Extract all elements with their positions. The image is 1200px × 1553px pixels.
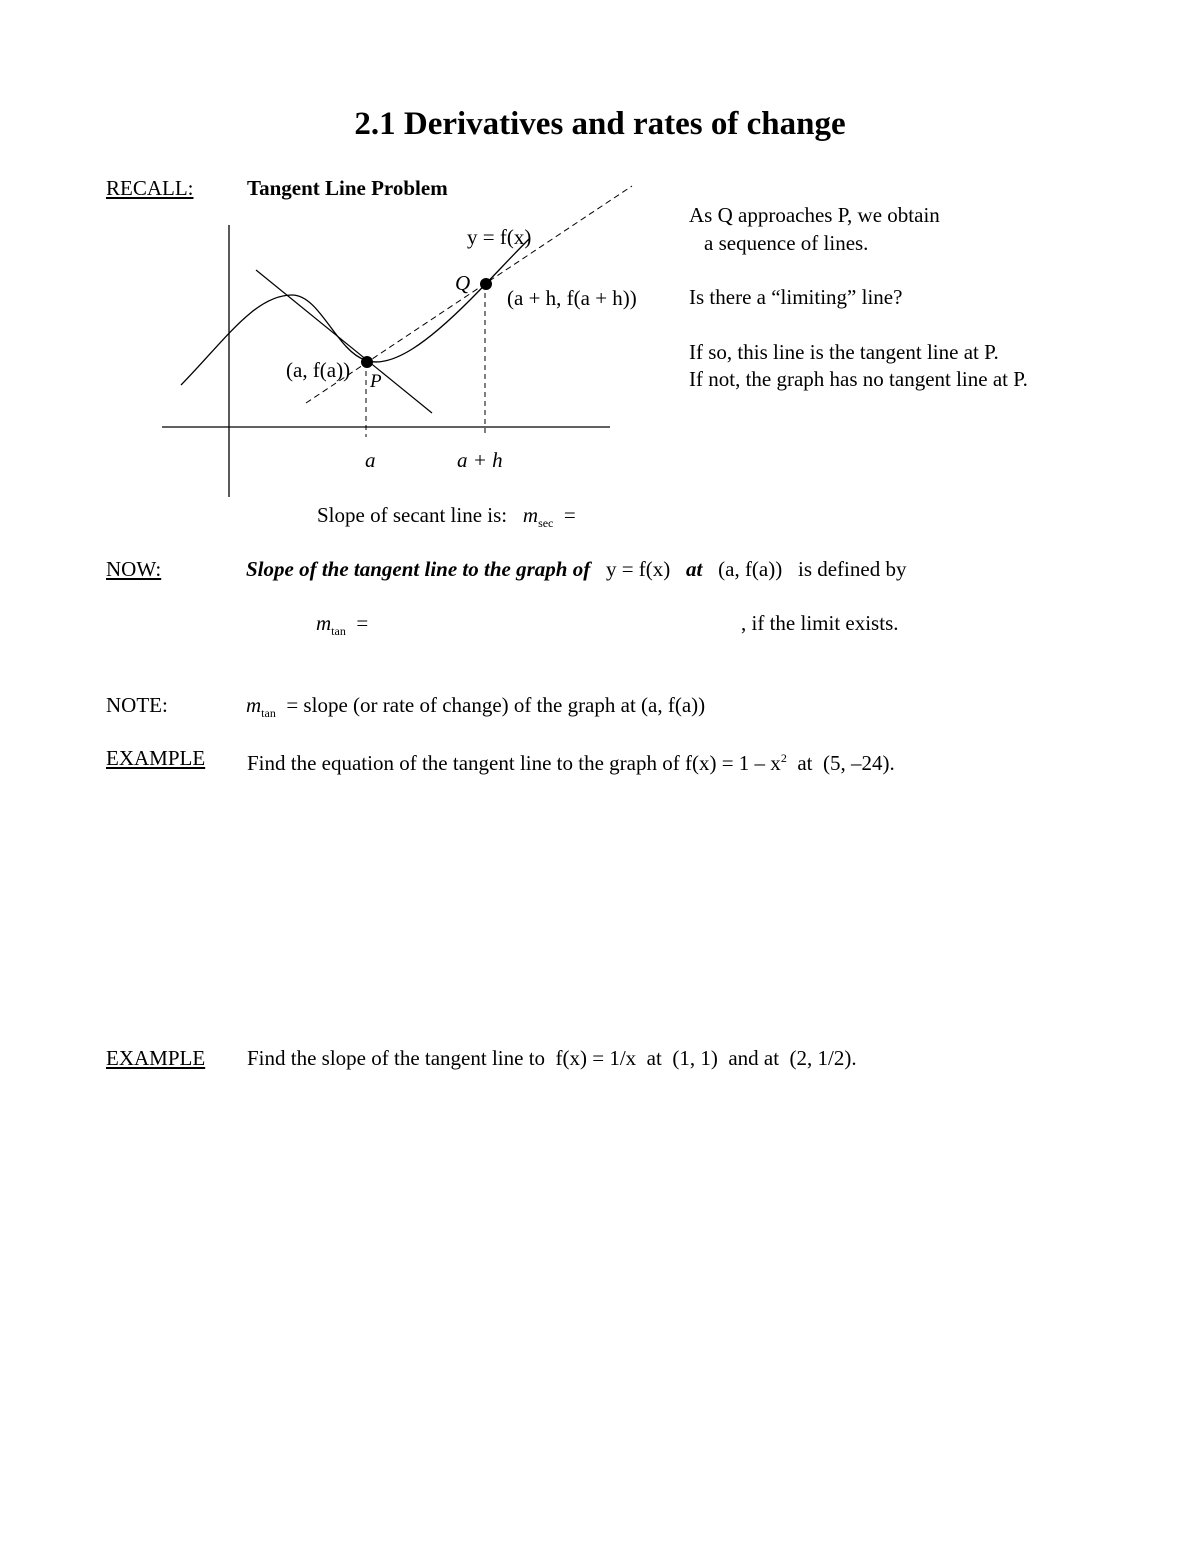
mtan-eq: = <box>356 611 369 635</box>
example2-text: Find the slope of the tangent line to f(x) = 1/x at (1, 1) and at (2, 1/2). <box>247 1046 857 1070</box>
now-rest: is defined by <box>797 557 907 581</box>
recall-label: RECALL: <box>106 176 194 200</box>
note-q-approaches-p: As Q approaches P, we obtain <box>689 203 940 227</box>
note-sequence-of-lines: a sequence of lines. <box>704 231 869 255</box>
note-if-so: If so, this line is the tangent line at P. <box>689 340 999 364</box>
note-text: = slope (or rate of change) of the graph at (a, f(a)) <box>286 693 706 717</box>
example1-sup: 2 <box>780 751 787 765</box>
mtan-m: m <box>316 611 332 635</box>
example1-text-line <box>247 746 895 775</box>
tick-a-label: a <box>365 448 376 472</box>
tangent-line <box>256 270 432 413</box>
mtan-sub: tan <box>331 624 346 639</box>
point-p-dot <box>361 356 373 368</box>
point-p-coords: (a, f(a)) <box>286 358 351 382</box>
point-p-label: P <box>370 371 382 392</box>
curve-label: y = f(x) <box>467 225 532 249</box>
example1-label: EXAMPLE <box>106 746 206 770</box>
secant-sub: sec <box>538 516 554 531</box>
now-definition <box>246 557 906 581</box>
tick-a-plus-h-label: a + h <box>457 448 503 472</box>
point-q-dot <box>480 278 492 290</box>
mtan-definition <box>316 611 368 643</box>
note-m: m <box>246 693 262 717</box>
point-q-coords: (a + h, f(a + h)) <box>507 286 637 310</box>
now-at: at <box>686 557 703 581</box>
mtan-limit-exists: , if the limit exists. <box>741 611 899 635</box>
secant-m: m <box>522 503 539 527</box>
now-point: (a, f(a)) <box>718 557 783 581</box>
function-curve <box>181 238 530 385</box>
note-sub: tan <box>261 706 276 721</box>
secant-slope-line <box>317 503 576 535</box>
now-label: NOW: <box>106 557 162 581</box>
note-text-line <box>246 693 705 725</box>
example2-label: EXAMPLE <box>106 1046 206 1070</box>
page-title: 2.1 Derivatives and rates of change <box>354 106 846 142</box>
note-limiting-line: Is there a “limiting” line? <box>689 285 903 309</box>
example1-text-post: at (5, –24). <box>786 751 895 775</box>
secant-eq: = <box>563 503 576 527</box>
point-q-label: Q <box>455 271 471 295</box>
example1-text-pre: Find the equation of the tangent line to the graph of f(x) = 1 – x <box>247 751 781 775</box>
now-func: y = f(x) <box>605 557 671 581</box>
tangent-line-problem-heading: Tangent Line Problem <box>247 176 448 200</box>
note-label: NOTE: <box>106 693 168 717</box>
tangent-line-figure <box>0 0 700 510</box>
note-if-not: If not, the graph has no tangent line at P. <box>689 367 1028 391</box>
secant-slope-text: Slope of secant line is: <box>317 503 508 527</box>
now-bold-text: Slope of the tangent line to the graph of <box>246 557 591 581</box>
